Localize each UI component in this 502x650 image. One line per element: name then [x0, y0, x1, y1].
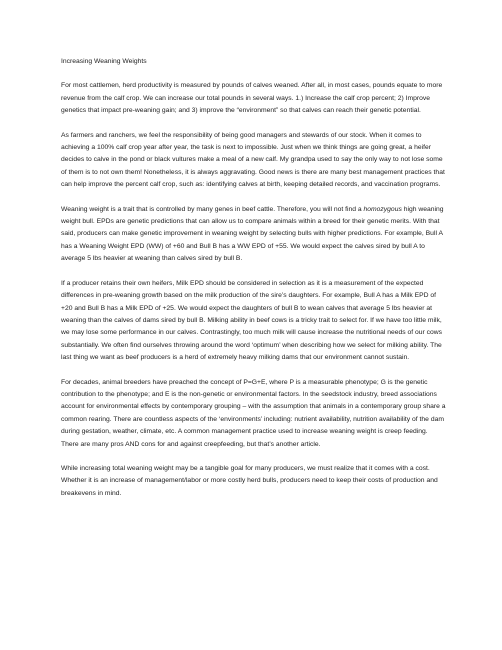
paragraph-conclusion [61, 463, 446, 500]
paragraph-text-before: Weaning weight is a trait that is controlled by many genes in beef cattle. Therefore, you will not find a [61, 205, 364, 213]
paragraph-text-after: high weaning weight bull. EPDs are genetic predictions that can allow us to compare animals within a breed for their genetic merits. With that said, producers can make genetic improvement in weaning weight by selecting bulls with higher predictions. For example, Bull A has a Weaning Weight EPD (WW) of +60 and Bull B has a WW EPD of +55. We would expect the calves sired by bull A to average 5 lbs heavier at weaning than calves sired by bull B. [61, 205, 444, 263]
paragraph-milk-epd [61, 278, 446, 365]
paragraph-text: If a producer retains their own heifers, Milk EPD should be considered in selection as it is a measurement of the expected differences in pre-weaning growth based on the milk production of the sire’s daughters. For example, Bull A has a Milk EPD of +20 and Bull B has a Milk EPD of +25. We would expect the daughters of bull B to wean calves that average 5 lbs heavier at weaning than the calves of dams sired by bull B. Milking ability in beef cows is a tricky trait to select for. If we have too little milk, we may lose some performance in our calves. Contrastingly, too much milk will cause increase the nutritional needs of our cows substantially. We often find ourselves throwing around the word ‘optimum’ when describing how we select for milking ability. The last thing we want as beef producers is a herd of extremely heavy milking dams that our environment cannot sustain. [61, 279, 443, 362]
paragraph-text: For decades, animal breeders have preached the concept of P=G+E, where P is a measurable phenotype; G is the genetic contribution to the phenotype; and E is the non-genetic or environmental factors. In the seedstock industry, breed associations account for environmental effects by contemporary grouping – with the assumption that animals in a contemporary group share a common rearing. There are countless aspects of the ‘environments’ including: nutrient availability, nutrition availability of the dam during gestation, weather, climate, etc. A common management practice used to increase weaning weight is creep feeding. There are many pros AND cons for and against creepfeeding, but that’s another article. [61, 378, 446, 448]
paragraph-text: While increasing total weaning weight may be a tangible goal for many producers, we must realize that it comes with a cost. Whether it is an increase of management/labor or more costly herd bulls, producers need to keep their costs of production and breakevens in mind. [61, 464, 438, 497]
italic-term: homozygous [363, 205, 402, 213]
paragraph-calf-crop [61, 130, 446, 192]
paragraph-environment [61, 377, 446, 451]
paragraph-text: For most cattlemen, herd productivity is measured by pounds of calves weaned. After all, in most cases, pounds equate to more revenue from the calf crop. We can increase our total pounds in several ways. 1.) Increase the calf crop percent; 2) Improve genetics that impact pre-weaning gain; and 3) improve the “environment” so that calves can reach their genetic potential. [61, 82, 443, 115]
paragraph-intro [61, 80, 446, 117]
paragraph-text: As farmers and ranchers, we feel the responsibility of being good managers and stewards of our stock. When it comes to achieving a 100% calf crop year after year, the task is next to impossible. Just when we think things are going great, a heifer decides to calve in the pond or black vultures make a meal of a new calf. My grandpa used to say the only way to not lose some of them is to not own them! Nonetheless, it is always aggravating. Good news is there are many best management practices that can help improve the percent calf crop, such as: identifying calves at birth, keeping detailed records, and vaccination programs. [61, 131, 445, 189]
paragraph-weaning-epd [61, 204, 446, 266]
document-title: Increasing Weaning Weights [61, 58, 147, 65]
